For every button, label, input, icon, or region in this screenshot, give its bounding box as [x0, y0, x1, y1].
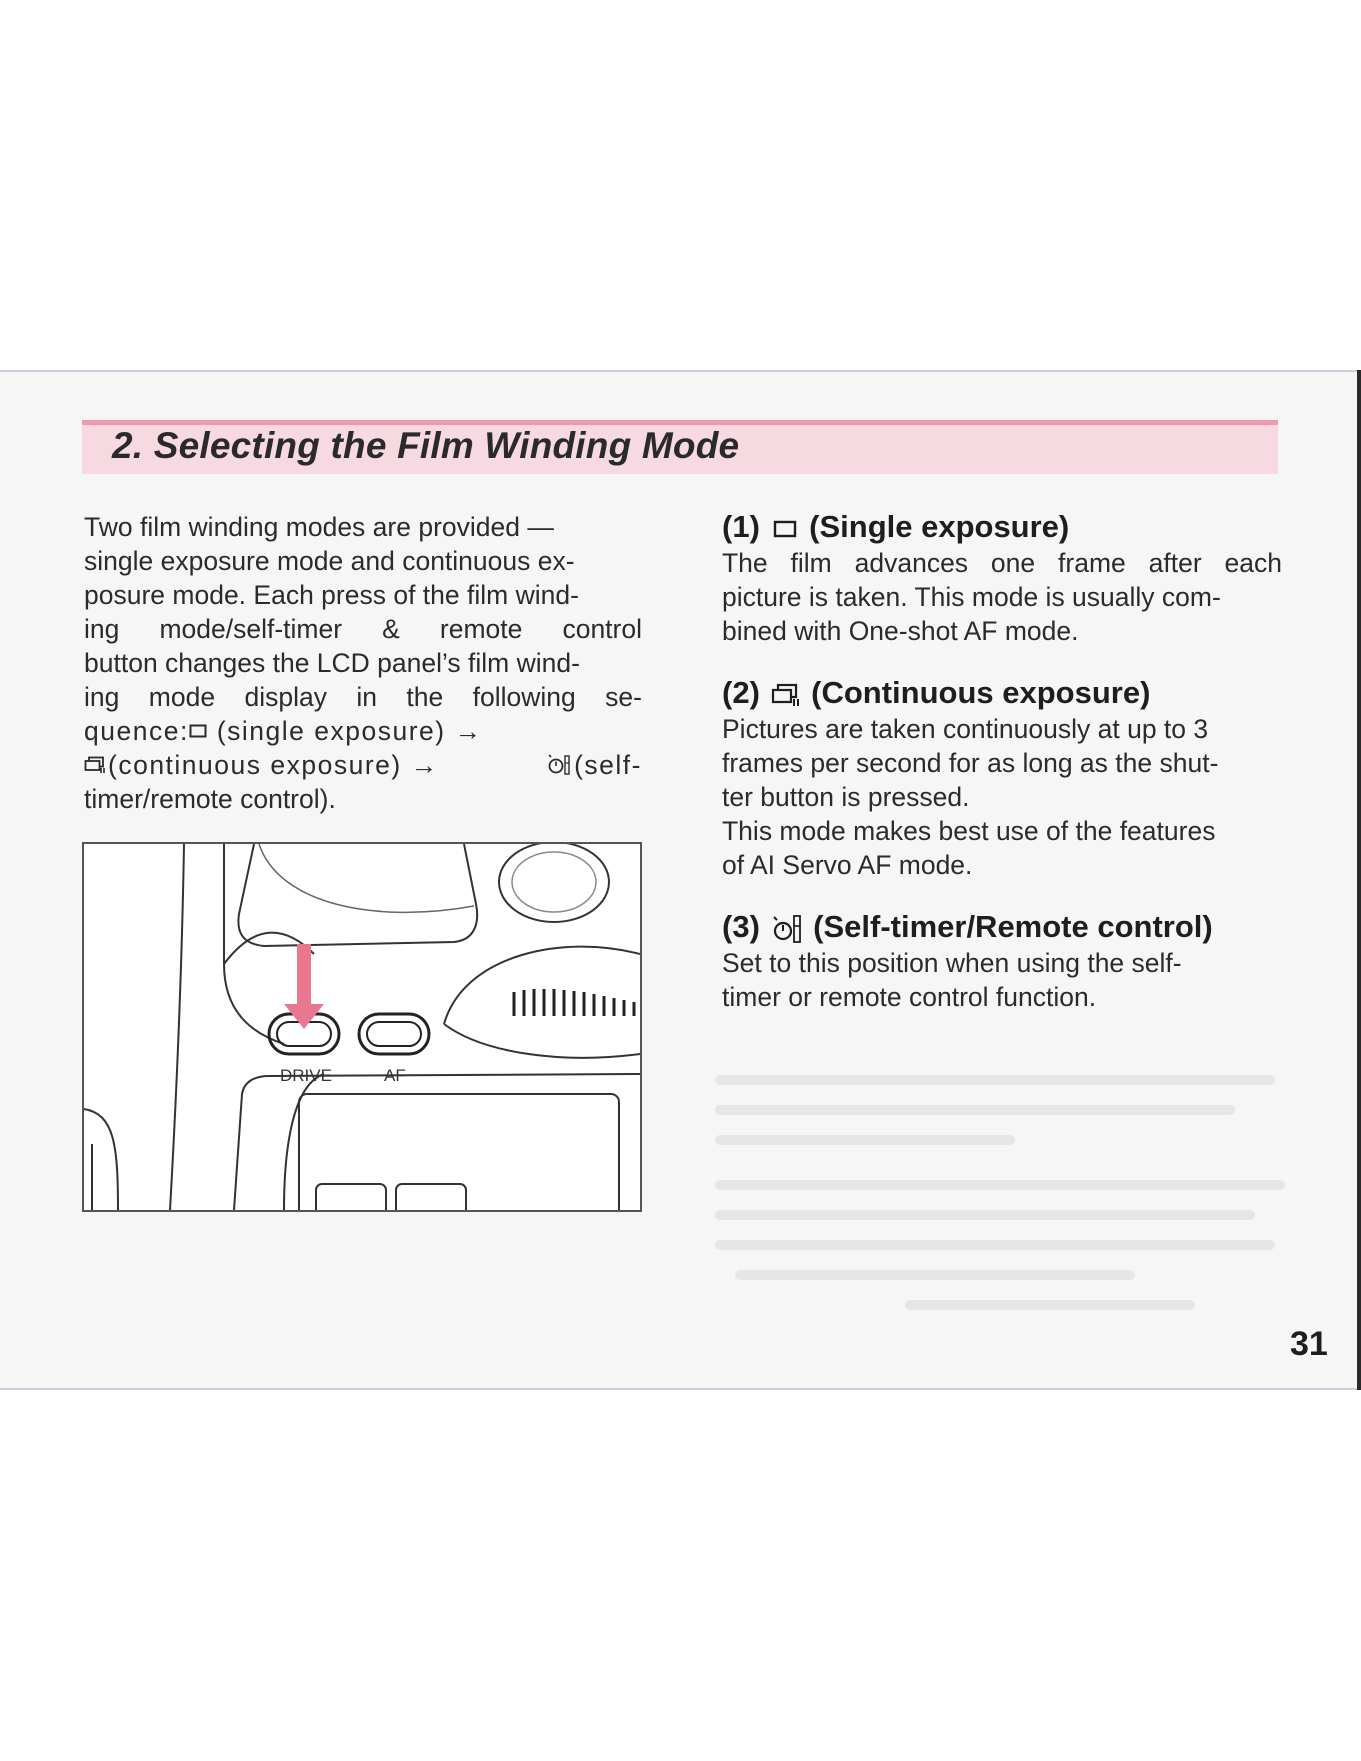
body-line: Pictures are taken continuously at up to 3: [722, 714, 1209, 744]
section-single: [722, 508, 1282, 648]
section-heading: [722, 508, 1282, 546]
drive-button-label: DRIVE: [280, 1066, 332, 1085]
section-number: (1): [722, 509, 760, 544]
body-line: This mode makes best use of the features: [722, 816, 1216, 846]
intro-line: button changes the LCD panel’s film wind-: [84, 648, 580, 678]
section-self-timer: [722, 908, 1282, 1014]
section-body: [722, 712, 1282, 882]
body-line: timer or remote control function.: [722, 982, 1097, 1012]
camera-top-illustration: [82, 842, 642, 1212]
camera-drawing: [84, 844, 640, 1210]
intro-line: quence:: [84, 716, 189, 746]
body-line: ter button is pressed.: [722, 782, 970, 812]
intro-line: timer/remote control).: [84, 784, 336, 814]
self-timer-icon: [546, 754, 572, 776]
page-edge: [1357, 370, 1361, 1390]
intro-paragraph: [84, 510, 642, 816]
press-arrow-head: [284, 1004, 324, 1029]
body-line: frames per second for as long as the shut-: [722, 748, 1219, 778]
single-frame-icon: [189, 724, 207, 738]
section-body: [722, 546, 1282, 648]
section-heading: [722, 908, 1282, 946]
section-title: (Self-timer/Remote control): [813, 909, 1213, 944]
section-continuous: [722, 674, 1282, 882]
sequence-line: [84, 748, 642, 782]
press-arrow-shaft: [297, 944, 311, 1009]
section-body: [722, 946, 1282, 1014]
intro-line: (continuous exposure) →: [108, 750, 439, 780]
section-title: (Continuous exposure): [811, 675, 1151, 710]
sequence-single-text: (single exposure) →: [216, 716, 483, 746]
section-title: (Single exposure): [809, 509, 1070, 544]
section-number: (3): [722, 909, 760, 944]
intro-line: ing mode/self-timer & remote control: [84, 614, 642, 644]
continuous-frames-icon: [771, 683, 801, 707]
body-line: The film advances one frame after each: [722, 548, 1282, 578]
intro-line: Two film winding modes are provided —: [84, 512, 554, 542]
self-timer-icon: [771, 914, 803, 944]
section-number: (2): [722, 675, 760, 710]
sequence-line: [84, 714, 642, 748]
intro-line: single exposure mode and continuous ex-: [84, 546, 575, 576]
body-line: picture is taken. This mode is usually com-: [722, 582, 1221, 612]
section-heading: [722, 674, 1282, 712]
af-button-label: AF: [384, 1066, 406, 1085]
sequence-single: [217, 714, 642, 748]
page-title: 2. Selecting the Film Winding Mode: [112, 425, 740, 466]
continuous-frames-icon: [84, 756, 106, 774]
intro-line: ing mode display in the following se-: [84, 682, 642, 712]
intro-text: [84, 510, 642, 816]
body-line: of AI Servo AF mode.: [722, 850, 973, 880]
intro-line: posure mode. Each press of the film wind-: [84, 580, 579, 610]
single-frame-icon: [773, 520, 797, 538]
reverse-page-show-through: [710, 1060, 1300, 1330]
page-number: 31: [1290, 1325, 1328, 1363]
body-line: Set to this position when using the self-: [722, 948, 1182, 978]
sequence-self-text: (self-: [574, 750, 642, 780]
modes-text: [722, 508, 1282, 1040]
body-line: bined with One-shot AF mode.: [722, 616, 1079, 646]
